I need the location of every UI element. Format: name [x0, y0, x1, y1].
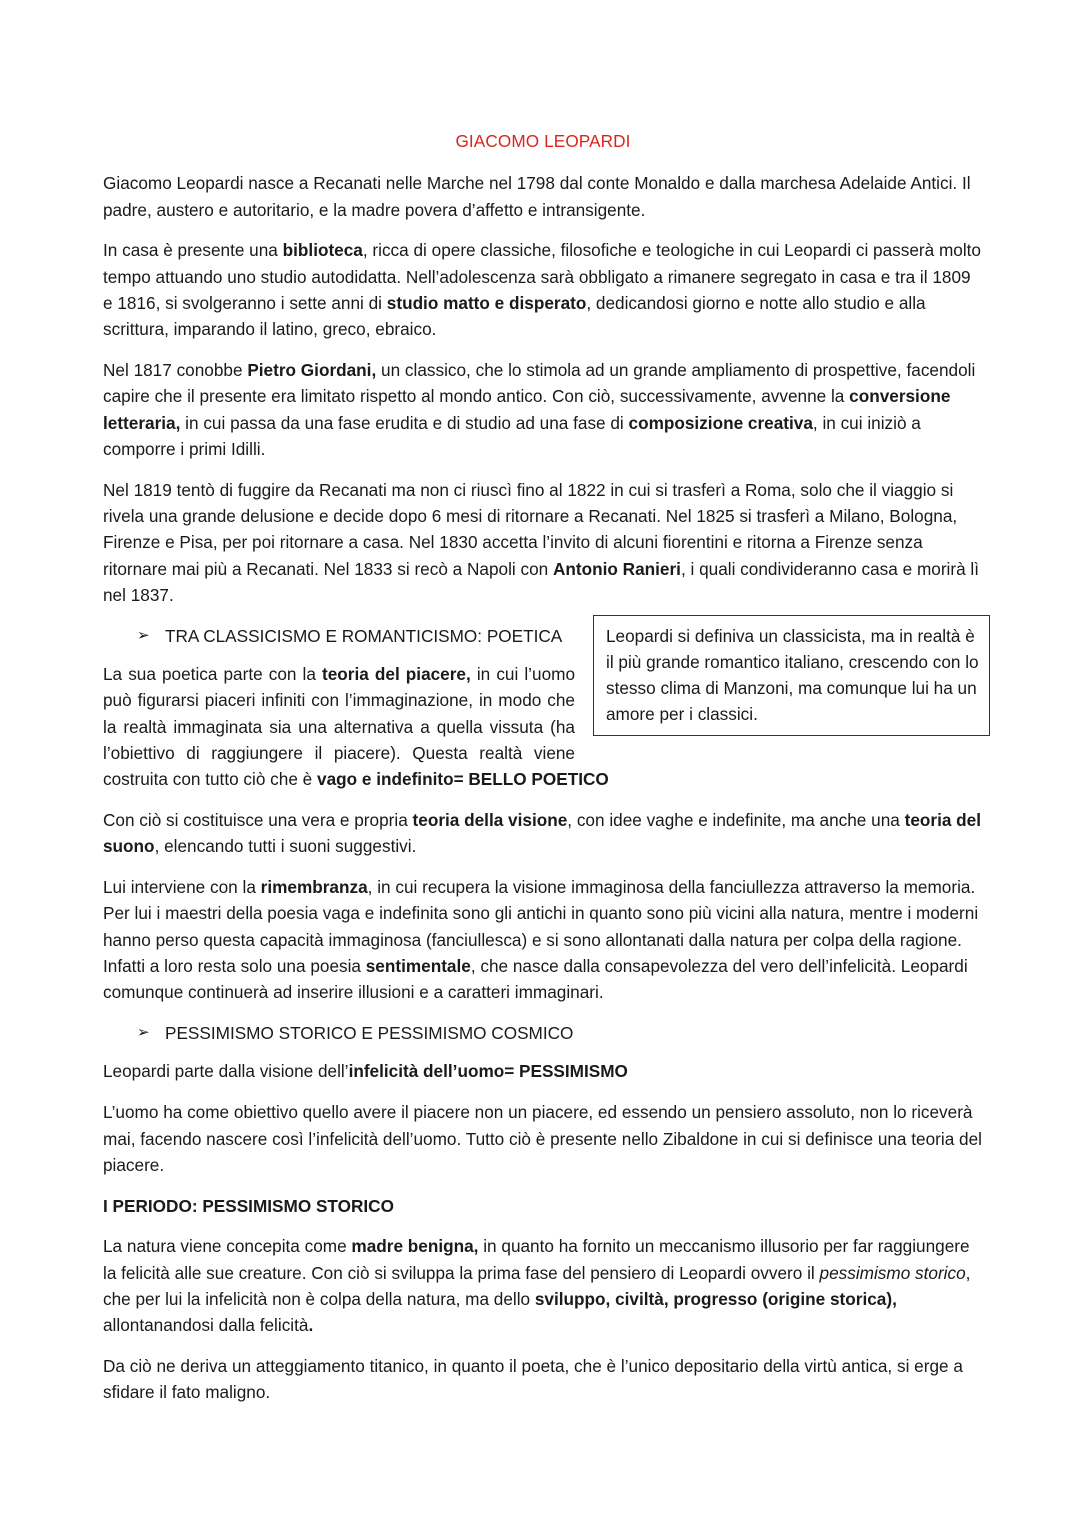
text: in quanto ha fornito un meccanismo illusorio per far raggiungere la felicità alle sue creature. Con ciò si sviluppa la prima fase del pensiero di Leopardi ovvero il — [103, 1236, 970, 1283]
bold-term: studio matto e disperato — [386, 292, 587, 313]
subheading-periodo — [103, 1193, 983, 1219]
bold-term: composizione creativa — [628, 412, 813, 433]
bold-term: rimembranza — [260, 877, 368, 898]
section-heading-pessimismo — [103, 1020, 983, 1046]
text: , che per lui la infelicità non è colpa della natura, ma dello — [103, 1262, 971, 1309]
bold-term: teoria del suono — [103, 810, 982, 857]
paragraph-visione — [103, 807, 983, 860]
text: Nel 1817 conobbe — [103, 360, 248, 381]
text: , con idee vaghe e indefinite, ma anche una — [567, 810, 905, 831]
text: in cui passa da una fase erudita e di studio ad una fase di — [180, 412, 629, 433]
paragraph-natura — [103, 1233, 983, 1338]
bold-term: Antonio Ranieri — [552, 558, 681, 579]
poetica-section — [103, 623, 983, 807]
text: La natura viene concepita come — [103, 1236, 352, 1257]
text: Lui interviene con la — [103, 877, 261, 898]
bold-term: conversione letteraria, — [103, 386, 951, 433]
paragraph-infelicita — [103, 1058, 983, 1084]
bold-term: biblioteca — [282, 240, 363, 261]
text: Leopardi parte dalla visione dell’ — [103, 1061, 349, 1082]
text: , i quali condivideranno casa e morirà lì nel 1837. — [103, 558, 980, 605]
bold-term: madre benigna, — [351, 1236, 479, 1257]
arrow-bullet-icon: ➢ — [137, 626, 150, 644]
paragraph-piacere: L’uomo ha come obiettivo quello avere il piacere non un piacere, ed essendo un pensiero assoluto, non lo riceverà mai, facendo nascere così l’infelicità dell’uomo. Tutto ciò è presente nello Zibaldone in cui si definisce una teoria del piacere. — [103, 1102, 982, 1175]
italic-term: pessimismo storico — [819, 1262, 966, 1283]
text: Nel 1819 tentò di fuggire da Recanati ma non ci riuscì fino al 1822 in cui si trasferì a Roma, solo che il viaggio si rivela una grande delusione e decide dopo 6 mesi di ritornare a Recanati. Nel 1825 si trasferì a Milano, Bologna, Firenze e Pisa, per poi ritornare a casa. Nel 1830 accetta l’invito di alcuni fiorentini e ritorna a Firenze senza ritornare mai più a Recanati. Nel 1833 si recò a Napoli con — [103, 479, 958, 579]
bold-term: infelicità dell’uomo= PESSIMISMO — [348, 1061, 628, 1082]
bold-term: sviluppo, civiltà, progresso (origine storica), — [534, 1288, 897, 1309]
bold-term: sentimentale — [365, 956, 471, 977]
text: , ricca di opere classiche, filosofiche e teologiche in cui Leopardi ci passerà molto tempo attuando uno studio autodidatta. Nell’adolescenza sarà obbligato a rimanere segregato in casa e tra il 1809 e 1816, si svolgeranno i sette anni di — [103, 240, 981, 313]
text: in cui l’uomo può figurarsi piaceri infiniti con l’immaginazione, in modo che la realtà immaginata sia una alternativa a quella vissuta (ha l’obiettivo di raggiungere il piacere). Questa realtà viene costruita con tutto ciò che è — [103, 664, 575, 790]
bold-term: teoria della visione — [412, 810, 568, 831]
text: un classico, che lo stimola ad un grande ampliamento di prospettive, facendoli capire che il presente era limitato rispetto al mondo antico. Con ciò, successivamente, avvenne la — [103, 360, 976, 407]
text: , elencando tutti i suoni suggestivi. — [154, 836, 417, 857]
paragraph-rimembranza — [103, 874, 983, 1005]
paragraph-titanico: Da ciò ne deriva un atteggiamento titanico, in quanto il poeta, che è l’unico depositario della virtù antica, si erge a sfidare il fato maligno. — [103, 1356, 963, 1403]
paragraph-giordani — [103, 357, 983, 462]
document-page — [103, 128, 983, 1420]
text: , che nasce dalla consapevolezza del vero dell’infelicità. Leopardi comunque continuerà ad inserire illusioni e a caratteri immaginari. — [103, 956, 968, 1003]
text: , in cui recupera la visione immaginosa della fanciullezza attraverso la memoria. Per lui i maestri della poesia vaga e indefinita sono gli antichi in quanto sono più vicini alla natura, mentre i moderni hanno perso questa capacità immaginosa (fanciullesca) e si sono allontanati dalla natura per colpa della ragione. Infatti a loro resta solo una poesia — [103, 877, 979, 977]
text: In casa è presente una — [103, 240, 283, 261]
sidebox-note: Leopardi si definiva un classicista, ma in realtà è il più grande romantico italiano, crescendo con lo stesso clima di Manzoni, ma comunque lui ha un amore per i classici. — [593, 615, 990, 736]
paragraph-travels — [103, 477, 983, 608]
bold-term: . — [308, 1315, 314, 1336]
bold-term: teoria del piacere, — [322, 664, 471, 685]
section-heading-poetica — [103, 623, 575, 649]
bold-term: vago e indefinito= BELLO POETICO — [317, 769, 609, 790]
text: La sua poetica parte con la — [103, 664, 322, 685]
text: allontanandosi dalla felicità — [103, 1315, 309, 1336]
bold-term: Pietro Giordani, — [247, 360, 377, 381]
text: , dedicandosi giorno e notte allo studio e alla scrittura, imparando il latino, greco, ebraico. — [103, 292, 926, 340]
paragraph-library — [103, 237, 983, 342]
text: Con ciò si costituisce una vera e propria — [103, 810, 413, 831]
arrow-bullet-icon: ➢ — [137, 1024, 150, 1042]
heading-text: PESSIMISMO STORICO E PESSIMISMO COSMICO — [165, 1023, 574, 1044]
paragraph-birth: Giacomo Leopardi nasce a Recanati nelle Marche nel 1798 dal conte Monaldo e dalla marchesa Adelaide Antici. Il padre, austero e autoritario, e la madre povera d’affetto e intransigente. — [103, 173, 971, 220]
text: , in cui iniziò a comporre i primi Idilli. — [103, 412, 921, 459]
bold-term: I PERIODO: PESSIMISMO STORICO — [103, 1195, 394, 1216]
heading-text: TRA CLASSICISMO E ROMANTICISMO: POETICA — [165, 625, 563, 646]
document-title: GIACOMO LEOPARDI — [455, 131, 631, 151]
